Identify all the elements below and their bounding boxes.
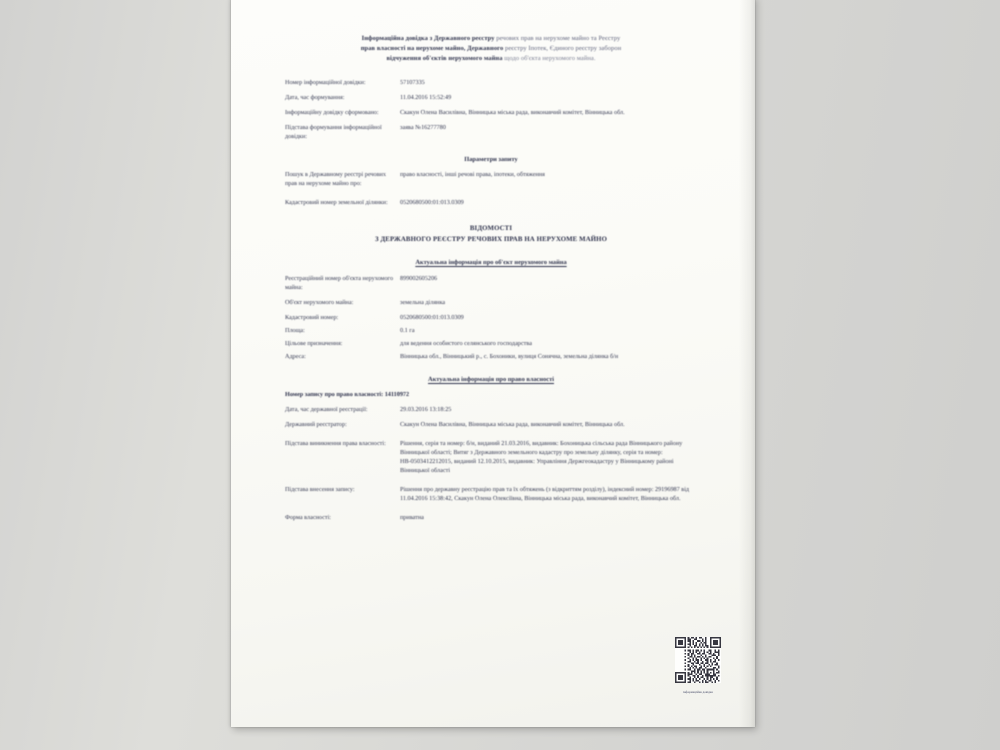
field-row xyxy=(285,299,697,308)
field-row xyxy=(285,421,697,430)
field-label: Реєстраційний номер об'єкта нерухомого майна: xyxy=(285,274,394,291)
field-row xyxy=(285,440,697,476)
ownership-fields xyxy=(285,406,697,523)
field-value: земельна ділянка xyxy=(400,298,446,306)
registry-heading-line2: З ДЕРЖАВНОГО РЕЄСТРУ РЕЧОВИХ ПРАВ НА НЕРУХОМЕ МАЙНО xyxy=(374,235,608,243)
field-row xyxy=(285,94,697,103)
field-label: Номер інформаційної довідки: xyxy=(285,79,366,87)
registry-heading-line1: ВІДОМОСТІ xyxy=(469,225,513,233)
field-label: Дата, час формування: xyxy=(285,94,345,102)
field-value: 57107335 xyxy=(400,79,425,87)
query-fields xyxy=(285,171,697,208)
field-row xyxy=(285,340,697,349)
field-value: 0520680500:01:013.0309 xyxy=(400,313,464,321)
property-section-heading: Актуальна інформація про об'єкт нерухомого майна xyxy=(415,259,567,267)
field-value: Вінницька обл., Вінницький р., с. Бохоники, вулиця Сонячна, земельна ділянка б/н xyxy=(400,352,619,360)
document-title-line2-tail: реєстру Іпотек, Єдиного реєстру заборон xyxy=(505,44,622,52)
field-row xyxy=(285,327,697,336)
query-params-heading: Параметри запиту xyxy=(464,156,518,164)
document-title-line1-tail: речових прав на нерухоме майно та Реєстру xyxy=(496,35,621,42)
document-page xyxy=(231,0,755,727)
field-row xyxy=(285,171,697,189)
field-label: Форма власності: xyxy=(285,513,332,521)
field-label: Підстава виникнення права власності: xyxy=(285,439,386,447)
field-row xyxy=(285,199,697,208)
field-row xyxy=(285,109,697,118)
document-title-line1-main: Інформаційна довідка з Державного реєстру xyxy=(361,35,495,42)
field-label: Об'єкт нерухомого майна: xyxy=(285,298,354,306)
field-value: 0520680500:01:013.0309 xyxy=(400,199,464,207)
field-row xyxy=(285,514,697,523)
document-title xyxy=(285,34,697,63)
field-value: право власності, інші речові права, іпотеки, обтяження xyxy=(400,171,545,179)
registry-heading xyxy=(285,224,697,245)
field-label: Адреса: xyxy=(285,352,306,360)
field-row xyxy=(285,79,697,88)
field-row xyxy=(285,486,697,504)
field-value: Скакун Олена Василівна, Вінницька міська рада, виконавчий комітет, Вінницька обл. xyxy=(400,109,625,117)
field-label: Підстава внесення запису: xyxy=(285,485,355,493)
field-value: приватна xyxy=(400,513,424,521)
field-label: Площа: xyxy=(285,326,305,334)
ownership-record-number: Номер запису про право власності: 14110972 xyxy=(285,390,410,398)
field-value: Скакун Олена Василівна, Вінницька міська рада, виконавчий комітет, Вінницька обл. xyxy=(400,420,625,428)
field-label: Державний реєстратор: xyxy=(285,420,347,428)
field-value: для ведення особистого селянського господарства xyxy=(400,339,532,347)
field-label: Інформаційну довідку сформовано: xyxy=(285,109,379,117)
field-row xyxy=(285,406,697,415)
field-value: заява №16277780 xyxy=(400,124,446,132)
qr-caption: інформаційна довідка xyxy=(683,690,713,694)
field-label: Кадастровий номер: xyxy=(285,313,339,321)
field-value: Рішення, серія та номер: б/н, виданий 21.03.2016, видавник: Бохоницька сільська рада Вінницького району Вінницької області; Витяг з Державного земельного кадастру про земельну ділянку, серія та номер: НВ-0503412212015, виданий 12.10.2015, видавник: Управління Держгеокадастру у Вінницькому районі Вінницької області xyxy=(400,439,683,474)
field-value: 29.03.2016 13:18:25 xyxy=(400,405,452,413)
field-value: 11.04.2016 15:52:49 xyxy=(400,94,452,102)
document-title-line3-tail: щодо об'єкта нерухомого майна. xyxy=(504,54,596,62)
field-row xyxy=(285,353,697,362)
document-title-line3-main: відчуження об'єктів нерухомого майна xyxy=(386,54,503,62)
field-label: Пошук в Державному реєстрі речових прав на нерухоме майно про: xyxy=(285,171,386,188)
field-row xyxy=(285,275,697,293)
qr-block xyxy=(671,637,725,694)
document-title-line2-main: прав власності на нерухоме майно, Державного xyxy=(360,44,504,52)
field-label: Кадастровий номер земельної ділянки: xyxy=(285,199,388,207)
property-fields xyxy=(285,275,697,362)
qr-code-icon xyxy=(675,637,721,683)
field-label: Цільове призначення: xyxy=(285,339,343,347)
field-row xyxy=(285,314,697,323)
field-value: 899002605206 xyxy=(400,274,438,282)
document-body xyxy=(285,34,697,529)
field-value: Рішення про державну реєстрацію прав та їх обтяжень (з відкриттям розділу), індексний номер: 29196987 від 11.04.2016 15:38:42, Скакун Олена Олексіївна, Вінницька міська рада, виконавчий комітет, Вінницька обл. xyxy=(400,485,690,502)
field-value: 0.1 га xyxy=(400,326,415,334)
field-label: Дата, час державної реєстрації: xyxy=(285,405,368,413)
ownership-section-heading: Актуальна інформація про право власності xyxy=(428,375,554,383)
header-fields xyxy=(285,79,697,142)
field-row xyxy=(285,124,697,142)
field-label: Підстава формування інформаційної довідки: xyxy=(285,124,382,141)
